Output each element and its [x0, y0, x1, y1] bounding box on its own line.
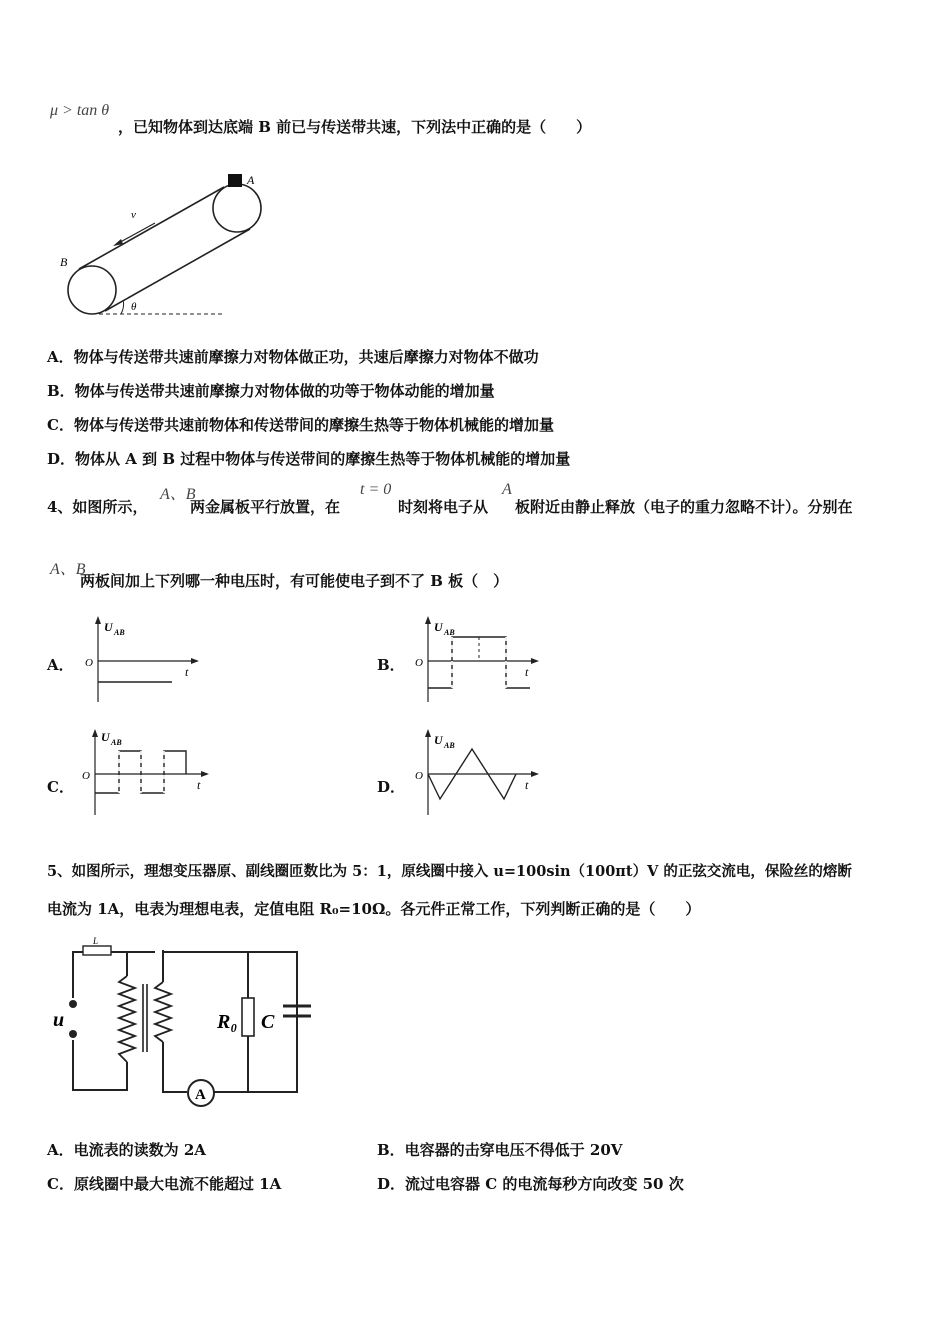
q4-graph-b[interactable] — [410, 612, 550, 707]
q5-option-a[interactable]: A．电流表的读数为 2A — [47, 1141, 206, 1159]
svg-text:u: u — [53, 1009, 65, 1031]
q5-option-b[interactable]: B．电容器的击穿电压不得低于 20V — [377, 1141, 623, 1159]
label-a: A — [247, 173, 255, 187]
svg-text:t: t — [525, 665, 529, 679]
transformer-circuit-figure — [45, 930, 315, 1110]
q4-graph-a[interactable] — [80, 612, 210, 707]
q4-stem-part2: 两金属板平行放置，在 — [190, 498, 341, 516]
q4-stem-part1: 4、如图所示， — [47, 498, 148, 516]
svg-text:U: U — [434, 620, 443, 634]
svg-text:U: U — [104, 620, 113, 634]
q5-stem-line2: 电流为 1A，电表为理想电表，定值电阻 R₀=10Ω。各元件正常工作，下列判断正确的是（ ） — [47, 900, 701, 918]
svg-text:C: C — [261, 1011, 275, 1033]
block-a — [228, 174, 242, 187]
pulley-top — [213, 184, 261, 232]
terminal-top — [69, 1000, 77, 1008]
label-theta: θ — [131, 301, 137, 313]
svg-text:U: U — [434, 733, 443, 747]
q5-option-c[interactable]: C．原线圈中最大电流不能超过 1A — [47, 1175, 282, 1193]
svg-text:O: O — [85, 657, 93, 669]
svg-text:AB: AB — [444, 628, 455, 637]
q4-stem-part4: 板附近由静止释放（电子的重力忽略不计）。分别在 — [515, 498, 853, 516]
conveyor-figure — [55, 168, 275, 318]
q4-option-a-label[interactable]: A． — [47, 656, 74, 674]
secondary-coil — [155, 982, 171, 1042]
q3-option-c[interactable]: C．物体与传送带共速前物体和传送带间的摩擦生热等于物体机械能的增加量 — [47, 416, 554, 434]
q4-graph-d[interactable] — [410, 725, 550, 820]
q3-option-b[interactable]: B．物体与传送带共速前摩擦力对物体做的功等于物体动能的增加量 — [47, 382, 495, 400]
primary-coil — [119, 976, 135, 1062]
terminal-bottom — [69, 1030, 77, 1038]
svg-text:t: t — [525, 778, 529, 792]
q4-graph-c[interactable] — [80, 725, 220, 820]
resistor-r0 — [242, 998, 254, 1036]
svg-text:O: O — [415, 657, 423, 669]
q3-option-a[interactable]: A．物体与传送带共速前摩擦力对物体做正功，共速后摩擦力对物体不做功 — [47, 348, 539, 366]
svg-text:t: t — [185, 665, 189, 679]
label-b: B — [60, 255, 68, 269]
fuse-symbol — [83, 946, 111, 955]
q4-stem-part3: 时刻将电子从 — [398, 498, 489, 516]
svg-text:AB: AB — [111, 738, 122, 747]
q4-math-t0: t = 0 — [360, 481, 392, 498]
svg-text:A: A — [195, 1087, 206, 1103]
q4-math-ab-2: A、B — [50, 561, 86, 578]
q5-stem-line1: 5、如图所示，理想变压器原、副线圈匝数比为 5：1，原线圈中接入 u=100sin（100πt）V 的正弦交流电，保险丝的熔断 — [47, 863, 852, 880]
q3-option-d[interactable]: D．物体从 A 到 B 过程中物体与传送带间的摩擦生热等于物体机械能的增加量 — [47, 450, 571, 468]
q3-stem: ，已知物体到达底端 B 前已与传送带共速，下列法中正确的是（ ） — [118, 118, 592, 136]
svg-text:AB: AB — [114, 628, 125, 637]
svg-text:t: t — [197, 778, 201, 792]
q4-math-a: A — [502, 481, 512, 498]
svg-text:O: O — [82, 770, 90, 782]
q4-stem-part5: 两板间加上下列哪一种电压时，有可能使电子到不了 B 板（ ） — [80, 572, 509, 590]
svg-text:L: L — [93, 936, 99, 946]
svg-text:U: U — [101, 730, 110, 744]
q5-option-d[interactable]: D．流过电容器 C 的电流每秒方向改变 50 次 — [377, 1175, 684, 1193]
q4-math-ab: A、B — [160, 486, 196, 503]
q4-option-d-label[interactable]: D． — [377, 778, 406, 796]
svg-text:O: O — [415, 770, 423, 782]
pulley-bottom — [68, 266, 116, 314]
q4-option-c-label[interactable]: C． — [47, 778, 74, 796]
q3-condition: μ > tan θ — [50, 102, 110, 119]
svg-text:R₀: R₀ — [217, 1011, 238, 1033]
svg-text:AB: AB — [444, 741, 455, 750]
label-v: v — [131, 209, 136, 221]
q4-option-b-label[interactable]: B． — [377, 656, 405, 674]
